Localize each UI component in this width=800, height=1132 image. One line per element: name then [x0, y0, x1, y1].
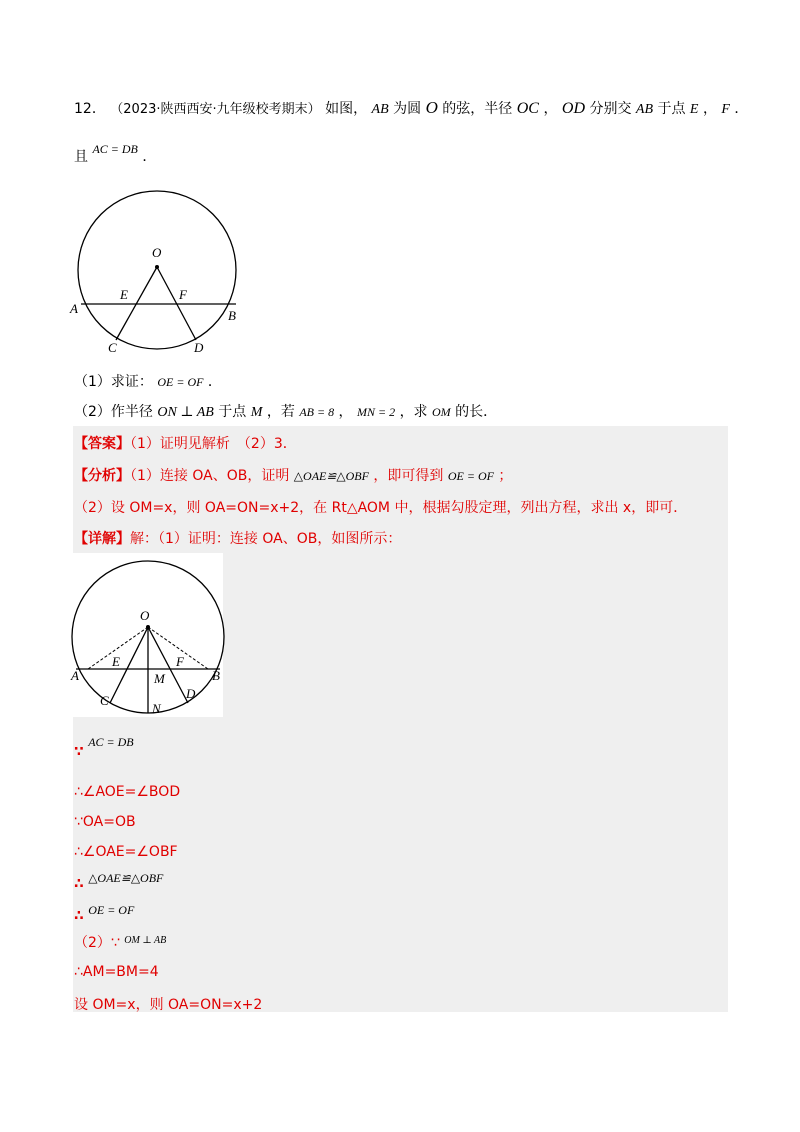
answer-text: （1）证明见解析 （2）3． [130, 436, 297, 452]
text: ， [702, 101, 717, 117]
math-m: M [250, 405, 263, 420]
text: 的弦，半径 [442, 101, 513, 117]
math-f: F [721, 102, 730, 117]
step-7 [74, 932, 166, 952]
label-e: E [112, 654, 120, 669]
math-mn-2: MN = 2 [357, 405, 396, 419]
text: （1）连接 OA、OB，证明 [130, 468, 290, 484]
circle-o [78, 191, 236, 349]
math-oc: OC [516, 100, 539, 117]
analysis-line-2: （2）设 OM=x，则 OA=ON=x+2，在 Rt△AOM 中，根据勾股定理，列出方程，求出 x，即可． [74, 500, 688, 516]
text: ． [207, 374, 222, 390]
label-b: B [212, 668, 220, 683]
label-o: O [152, 245, 162, 260]
text: 如图， [325, 101, 368, 117]
text: 于点 [657, 101, 686, 117]
therefore-symbol: ∴ [74, 876, 84, 892]
analysis-tag: 【分析】 [74, 468, 130, 484]
math-arc-equality: AC = DB [92, 142, 138, 156]
detail-line [74, 528, 401, 548]
math-e: E [689, 102, 699, 117]
question-part-1 [74, 371, 222, 391]
text: 的长． [455, 404, 498, 420]
text: ， [543, 101, 558, 117]
analysis-line-1 [74, 465, 512, 485]
label-m: M [154, 671, 165, 686]
question-part-2 [74, 401, 497, 421]
question-source: （2023·陕西西安·九年级校考期末） [110, 102, 321, 117]
step-4: ∴∠OAE=∠OBF [74, 844, 178, 860]
text: 于点 [218, 404, 247, 420]
text: 分别交 [589, 101, 632, 117]
text: 且 [74, 149, 88, 165]
step-1 [74, 734, 134, 760]
label-a: A [70, 301, 78, 316]
detail-tag: 【详解】 [74, 531, 130, 547]
text: ，即可得到 [373, 468, 444, 484]
text: ． [734, 101, 749, 117]
center-point [155, 265, 159, 269]
label-e: E [120, 287, 128, 302]
math-ab: AB [371, 102, 389, 117]
question-line-1 [74, 98, 748, 118]
question-number: 12． [74, 101, 106, 117]
math-ab-8: AB = 8 [299, 405, 335, 419]
label-c: C [100, 693, 109, 708]
figure-1-circle-diagram [66, 190, 256, 365]
step-8: ∴AM=BM=4 [74, 964, 159, 980]
answer-line [74, 433, 297, 453]
label-n: N [152, 701, 161, 716]
label-f: F [179, 287, 187, 302]
text: ． [142, 149, 157, 165]
step-2: ∴∠AOE=∠BOD [74, 784, 181, 800]
step-5 [74, 870, 164, 892]
step-6 [74, 902, 135, 924]
math-oe-of: OE = OF [88, 903, 135, 917]
step-3: ∵OA=OB [74, 814, 136, 830]
label-b: B [228, 308, 236, 323]
math-arc-equality: AC = DB [88, 735, 134, 749]
text: 为圆 [393, 101, 422, 117]
text: （1）求证： [74, 374, 153, 390]
text: ， [338, 404, 353, 420]
label-c: C [108, 340, 117, 355]
because-symbol: ∵ [74, 744, 84, 760]
label-o: O [140, 608, 150, 623]
math-congruent: △OAE≌△OBF [293, 469, 369, 483]
math-oe-of: OE = OF [447, 469, 494, 483]
center-point [146, 625, 150, 629]
step-9: 设 OM=x，则 OA=ON=x+2 [74, 997, 263, 1013]
text: ； [498, 468, 513, 484]
label-d: D [186, 686, 196, 701]
figure-2-circle-diagram [66, 553, 231, 717]
question-condition [74, 142, 157, 166]
answer-tag: 【答案】 [74, 436, 130, 452]
math-om: OM [432, 405, 451, 419]
math-oe-of: OE = OF [157, 375, 204, 389]
math-od: OD [561, 100, 585, 117]
label-a: A [71, 668, 79, 683]
detail-text: 解：（1）证明：连接 OA、OB，如图所示： [130, 531, 402, 547]
text: ，求 [399, 404, 428, 420]
math-on-perp-ab: ON ⊥ AB [157, 405, 214, 420]
label-f: F [176, 654, 184, 669]
math-o: O [425, 98, 438, 117]
math-congruent: △OAE≌△OBF [88, 871, 164, 885]
text: （2）作半径 [74, 404, 153, 420]
because-symbol: （2）∵ [74, 935, 120, 951]
math-om-perp-ab: OM ⊥ AB [124, 935, 167, 946]
math-ab: AB [635, 102, 654, 117]
text: ，若 [266, 404, 295, 420]
label-d: D [194, 340, 204, 355]
therefore-symbol: ∴ [74, 908, 84, 924]
